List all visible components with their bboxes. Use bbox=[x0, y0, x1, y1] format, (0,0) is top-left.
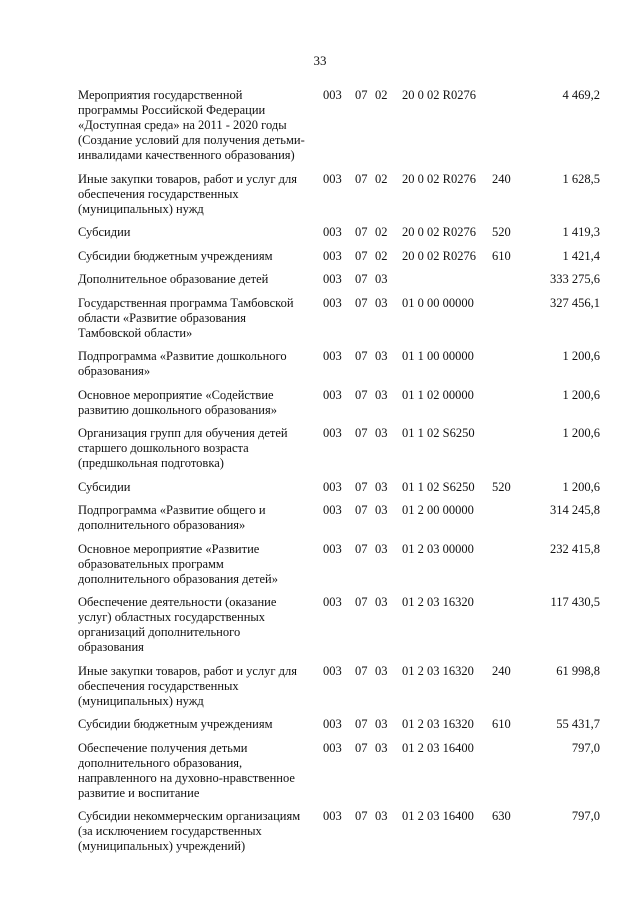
table-row bbox=[0, 88, 640, 163]
table-row bbox=[0, 503, 640, 533]
table-row bbox=[0, 349, 640, 379]
row-amount: 1 200,6 bbox=[562, 479, 600, 494]
row-name: Организация групп для обучения детей старшего дошкольного возраста (предшкольная подготовка) bbox=[78, 426, 288, 470]
row-subsection: 03 bbox=[375, 272, 388, 286]
row-section: 07 bbox=[355, 663, 368, 678]
row-section: 07 bbox=[355, 503, 368, 517]
row-name: Подпрограмма «Развитие дошкольного образования» bbox=[78, 349, 287, 378]
row-section: 07 bbox=[355, 387, 368, 402]
row-amount: 61 998,8 bbox=[556, 663, 600, 678]
row-target-article: 01 1 00 00000 bbox=[402, 349, 474, 363]
row-target-article: 01 1 02 00000 bbox=[402, 387, 474, 402]
row-amount: 232 415,8 bbox=[550, 541, 600, 556]
row-admin-code: 003 bbox=[323, 663, 342, 678]
row-subsection: 03 bbox=[375, 717, 388, 731]
row-target-article: 01 1 02 S6250 bbox=[402, 426, 475, 440]
row-admin-code: 003 bbox=[323, 717, 342, 731]
row-subsection: 02 bbox=[375, 88, 388, 102]
row-admin-code: 003 bbox=[323, 541, 342, 556]
row-amount: 1 419,3 bbox=[562, 225, 600, 239]
row-admin-code: 003 bbox=[323, 295, 342, 310]
row-amount: 333 275,6 bbox=[550, 272, 600, 286]
table-row bbox=[0, 542, 640, 587]
row-amount: 1 200,6 bbox=[562, 426, 600, 440]
row-subsection: 03 bbox=[375, 541, 388, 556]
row-section: 07 bbox=[355, 295, 368, 310]
budget-table bbox=[0, 88, 640, 863]
row-name: Иные закупки товаров, работ и услуг для обеспечения государственных (муниципальных) нужд bbox=[78, 171, 298, 216]
row-admin-code: 003 bbox=[323, 387, 342, 402]
row-amount: 55 431,7 bbox=[556, 717, 600, 731]
row-target-article: 20 0 02 R0276 bbox=[402, 248, 476, 263]
row-target-article: 01 1 02 S6250 bbox=[402, 479, 475, 494]
row-name: Государственная программа Тамбовской области «Развитие образования Тамбовской области» bbox=[78, 295, 294, 340]
row-section: 07 bbox=[355, 426, 368, 440]
row-admin-code: 003 bbox=[323, 503, 342, 517]
row-name: Основное мероприятие «Развитие образовательных программ дополнительного образования детей» bbox=[78, 541, 278, 586]
row-section: 07 bbox=[355, 88, 368, 102]
row-section: 07 bbox=[355, 595, 368, 609]
row-target-article: 01 2 03 00000 bbox=[402, 541, 474, 556]
row-section: 07 bbox=[355, 248, 368, 263]
row-section: 07 bbox=[355, 479, 368, 494]
row-admin-code: 003 bbox=[323, 809, 342, 823]
row-name: Мероприятия государственной программы Российской Федерации «Доступная среда» на 2011 - 2020 годы (Создание условий для получения детьми- инвалидами качественного образования) bbox=[78, 88, 305, 162]
table-row bbox=[0, 426, 640, 471]
row-name: Иные закупки товаров, работ и услуг для обеспечения государственных (муниципальных) нужд bbox=[78, 663, 298, 708]
row-amount: 1 200,6 bbox=[562, 349, 600, 363]
row-subsection: 03 bbox=[375, 387, 388, 402]
row-target-article: 20 0 02 R0276 bbox=[402, 88, 476, 102]
row-target-article: 01 0 00 00000 bbox=[402, 295, 474, 310]
row-amount: 1 628,5 bbox=[562, 171, 600, 186]
row-subsection: 03 bbox=[375, 479, 388, 494]
row-subsection: 03 bbox=[375, 426, 388, 440]
row-section: 07 bbox=[355, 809, 368, 823]
table-row bbox=[0, 741, 640, 801]
row-subsection: 02 bbox=[375, 248, 388, 263]
row-admin-code: 003 bbox=[323, 272, 342, 286]
row-expense-type: 240 bbox=[492, 663, 511, 678]
table-row bbox=[0, 225, 640, 240]
row-name: Субсидии bbox=[78, 225, 131, 239]
table-row bbox=[0, 664, 640, 709]
row-target-article: 01 2 00 00000 bbox=[402, 503, 474, 517]
table-row bbox=[0, 809, 640, 854]
row-admin-code: 003 bbox=[323, 248, 342, 263]
page-number: 33 bbox=[313, 53, 327, 68]
row-amount: 314 245,8 bbox=[550, 503, 600, 517]
row-expense-type: 630 bbox=[492, 809, 511, 823]
row-amount: 4 469,2 bbox=[562, 88, 600, 102]
row-section: 07 bbox=[355, 272, 368, 286]
row-subsection: 03 bbox=[375, 595, 388, 609]
row-expense-type: 520 bbox=[492, 225, 511, 239]
table-row bbox=[0, 717, 640, 732]
table-row bbox=[0, 272, 640, 287]
row-expense-type: 240 bbox=[492, 171, 511, 186]
row-name: Обеспечение деятельности (оказание услуг) областных государственных организаций дополнительного образования bbox=[78, 595, 277, 654]
row-name: Субсидии bbox=[78, 479, 131, 494]
row-name: Субсидии некоммерческим организациям (за исключением государственных (муниципальных) учреждений) bbox=[78, 809, 301, 853]
row-subsection: 03 bbox=[375, 663, 388, 678]
row-name: Дополнительное образование детей bbox=[78, 272, 269, 286]
row-target-article: 01 2 03 16400 bbox=[402, 809, 474, 823]
row-name: Субсидии бюджетным учреждениям bbox=[78, 248, 273, 263]
row-target-article: 01 2 03 16320 bbox=[402, 663, 474, 678]
row-amount: 797,0 bbox=[571, 740, 600, 755]
row-subsection: 03 bbox=[375, 740, 388, 755]
row-amount: 327 456,1 bbox=[550, 295, 600, 310]
row-admin-code: 003 bbox=[323, 349, 342, 363]
table-row bbox=[0, 249, 640, 264]
row-section: 07 bbox=[355, 225, 368, 239]
row-amount: 797,0 bbox=[571, 809, 600, 823]
row-name: Субсидии бюджетным учреждениям bbox=[78, 717, 273, 731]
row-admin-code: 003 bbox=[323, 740, 342, 755]
row-section: 07 bbox=[355, 171, 368, 186]
table-row bbox=[0, 296, 640, 341]
row-subsection: 03 bbox=[375, 349, 388, 363]
row-target-article: 20 0 02 R0276 bbox=[402, 171, 476, 186]
row-amount: 1 200,6 bbox=[562, 387, 600, 402]
row-subsection: 03 bbox=[375, 503, 388, 517]
table-row bbox=[0, 172, 640, 217]
row-name: Подпрограмма «Развитие общего и дополнительного образования» bbox=[78, 503, 266, 532]
row-admin-code: 003 bbox=[323, 225, 342, 239]
row-target-article: 01 2 03 16320 bbox=[402, 595, 474, 609]
row-expense-type: 610 bbox=[492, 248, 511, 263]
row-name: Основное мероприятие «Содействие развитию дошкольного образования» bbox=[78, 387, 277, 417]
row-expense-type: 520 bbox=[492, 479, 511, 494]
row-amount: 117 430,5 bbox=[550, 595, 600, 609]
row-admin-code: 003 bbox=[323, 426, 342, 440]
row-admin-code: 003 bbox=[323, 171, 342, 186]
row-section: 07 bbox=[355, 717, 368, 731]
row-subsection: 03 bbox=[375, 295, 388, 310]
row-subsection: 03 bbox=[375, 809, 388, 823]
row-expense-type: 610 bbox=[492, 717, 511, 731]
row-admin-code: 003 bbox=[323, 88, 342, 102]
row-subsection: 02 bbox=[375, 225, 388, 239]
table-row bbox=[0, 388, 640, 418]
row-admin-code: 003 bbox=[323, 595, 342, 609]
row-admin-code: 003 bbox=[323, 479, 342, 494]
table-row bbox=[0, 595, 640, 655]
row-section: 07 bbox=[355, 740, 368, 755]
row-target-article: 20 0 02 R0276 bbox=[402, 225, 476, 239]
row-target-article: 01 2 03 16320 bbox=[402, 717, 474, 731]
row-section: 07 bbox=[355, 349, 368, 363]
row-name: Обеспечение получения детьми дополнительного образования, направленного на духовно-нравственное развитие и воспитание bbox=[78, 740, 295, 800]
row-subsection: 02 bbox=[375, 171, 388, 186]
table-row bbox=[0, 480, 640, 495]
row-amount: 1 421,4 bbox=[562, 248, 600, 263]
row-section: 07 bbox=[355, 541, 368, 556]
row-target-article: 01 2 03 16400 bbox=[402, 740, 474, 755]
